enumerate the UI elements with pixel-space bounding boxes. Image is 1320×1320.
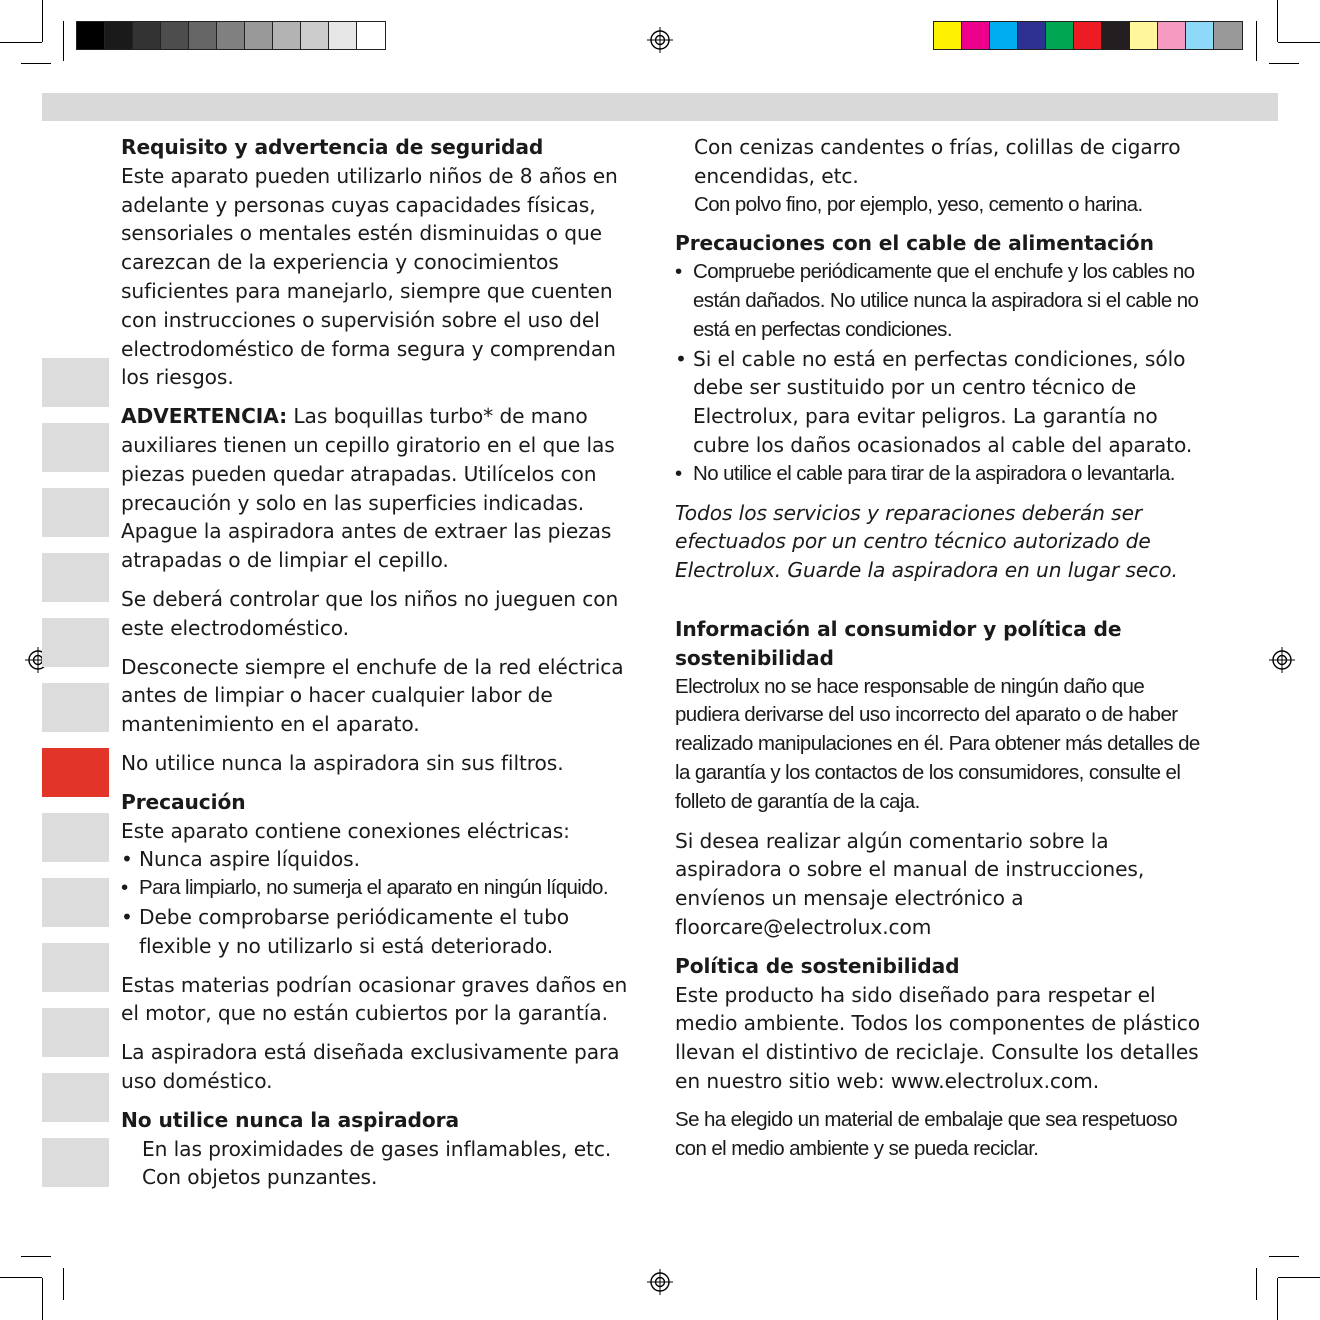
crop-mark-top-left-v bbox=[42, 0, 43, 42]
cable-item: • Compruebe periódicamente que el enchufe y los cables no están dañados. No utilice nunca la aspiradora si el cable no está en perfectas condiciones. bbox=[675, 258, 1203, 344]
caution-item: • Debe comprobarse periódicamente el tubo flexible y no utilizarlo si está deteriorado. bbox=[121, 903, 641, 961]
caution-item: • Nunca aspire líquidos. bbox=[121, 845, 641, 874]
spacer bbox=[675, 595, 1203, 615]
header-bar bbox=[42, 93, 1278, 121]
unplug-paragraph: Desconecte siempre el enchufe de la red eléctrica antes de limpiar o hacer cualquier labor de mantenimiento en el aparato. bbox=[121, 654, 624, 737]
never-use-item: Con polvo fino, por ejemplo, yeso, cemento o harina. bbox=[694, 192, 1143, 216]
crop-mark-top-right-v2 bbox=[1256, 21, 1257, 61]
language-tab-9 bbox=[42, 878, 109, 927]
safety-requirements-body: Este aparato pueden utilizarlo niños de 8 años en adelante y personas cuyas capacidades físicas, sensoriales o mentales estén disminuidas o que carezcan de la experiencia y conocimientos suficientes para manejarlo, siempre que cuenten con instrucciones o supervisión sobre el uso del electrodoméstico de forma segura y comprendan los riesgos. bbox=[121, 163, 618, 390]
language-tab-11 bbox=[42, 1008, 109, 1057]
caution-list bbox=[121, 845, 641, 960]
never-use-heading: No utilice nunca la aspiradora bbox=[121, 1107, 460, 1132]
never-use-item: En las proximidades de gases inflamables, etc. bbox=[142, 1136, 612, 1161]
warning-body: Las boquillas turbo* de mano auxiliares tienen un cepillo giratorio en el que las piezas pueden quedar atrapadas. Utilícelos con precaución y solo en las superficies indicadas. Apague la aspiradora antes de extraer las piezas atrapadas o de limpiar el cepillo. bbox=[121, 404, 615, 573]
crop-mark-bottom-left-v2 bbox=[63, 1268, 64, 1300]
grayscale-swatch bbox=[189, 22, 217, 49]
grayscale-swatch bbox=[217, 22, 245, 49]
crop-mark-top-left-h bbox=[0, 42, 42, 43]
children-supervision-paragraph: Se deberá controlar que los niños no jueguen con este electrodoméstico. bbox=[121, 586, 619, 640]
language-tab-6 bbox=[42, 683, 109, 732]
grayscale-swatch bbox=[357, 22, 385, 49]
process-color-swatch bbox=[990, 22, 1018, 49]
crop-mark-top-left-h2 bbox=[21, 63, 51, 64]
crop-mark-bottom-left-h bbox=[0, 1277, 42, 1278]
filters-paragraph: No utilice nunca la aspiradora sin sus filtros. bbox=[121, 750, 564, 775]
process-color-swatch-bar bbox=[933, 21, 1243, 50]
crop-mark-top-right-v bbox=[1277, 0, 1278, 42]
crop-mark-top-right-h bbox=[1278, 42, 1320, 43]
registration-mark-right bbox=[1269, 647, 1295, 673]
language-tab-12 bbox=[42, 1073, 109, 1122]
crop-mark-bottom-right-h2 bbox=[1269, 1256, 1299, 1257]
language-tab-4 bbox=[42, 553, 109, 602]
packaging-paragraph: Se ha elegido un material de embalaje que sea respetuoso con el medio ambiente y se pueda reciclar. bbox=[675, 1107, 1178, 1160]
damage-paragraph: Estas materias podrían ocasionar graves daños en el motor, que no están cubiertos por la garantía. bbox=[121, 972, 628, 1026]
grayscale-swatch bbox=[105, 22, 133, 49]
language-tab-5 bbox=[42, 618, 109, 667]
sustainability-body: Este producto ha sido diseñado para respetar el medio ambiente. Todos los componentes de plástico llevan el distintivo de reciclaje. Consulte los detalles en nuestro sitio web: www.electrolux.com. bbox=[675, 982, 1200, 1093]
caution-intro: Este aparato contiene conexiones eléctricas: bbox=[121, 818, 570, 843]
language-tab-13 bbox=[42, 1138, 109, 1187]
crop-mark-bottom-right-h bbox=[1278, 1277, 1320, 1278]
grayscale-swatch bbox=[301, 22, 329, 49]
process-color-swatch bbox=[1018, 22, 1046, 49]
process-color-swatch bbox=[1186, 22, 1214, 49]
language-tab-active bbox=[42, 748, 109, 797]
feedback-paragraph: Si desea realizar algún comentario sobre la aspiradora o sobre el manual de instrucciones, envíenos un mensaje electrónico a floorcare@electrolux.com bbox=[675, 828, 1145, 939]
language-tab-8 bbox=[42, 813, 109, 862]
caution-heading: Precaución bbox=[121, 789, 246, 814]
process-color-swatch bbox=[1130, 22, 1158, 49]
never-use-list bbox=[121, 1135, 641, 1193]
language-tab-2 bbox=[42, 423, 109, 472]
grayscale-swatch bbox=[245, 22, 273, 49]
grayscale-swatch bbox=[329, 22, 357, 49]
never-use-item: Con objetos punzantes. bbox=[142, 1165, 378, 1190]
registration-mark-bottom bbox=[647, 1269, 673, 1295]
crop-mark-bottom-left-v bbox=[42, 1278, 43, 1320]
right-column bbox=[675, 133, 1203, 1173]
crop-mark-top-left-v2 bbox=[63, 21, 64, 61]
warning-paragraph bbox=[121, 402, 641, 575]
language-tab-10 bbox=[42, 943, 109, 992]
process-color-swatch bbox=[962, 22, 990, 49]
sustainability-heading: Política de sostenibilidad bbox=[675, 953, 960, 978]
language-tab-3 bbox=[42, 488, 109, 537]
domestic-use-paragraph: La aspiradora está diseñada exclusivamente para uso doméstico. bbox=[121, 1040, 620, 1093]
cable-precautions-heading: Precauciones con el cable de alimentación bbox=[675, 231, 1154, 256]
language-tab-1 bbox=[42, 358, 109, 407]
left-column bbox=[121, 133, 641, 1202]
process-color-swatch bbox=[1102, 22, 1130, 49]
grayscale-swatch bbox=[77, 22, 105, 49]
grayscale-swatch bbox=[133, 22, 161, 49]
process-color-swatch bbox=[1046, 22, 1074, 49]
registration-mark-top bbox=[647, 27, 673, 53]
crop-mark-bottom-right-v2 bbox=[1256, 1268, 1257, 1300]
process-color-swatch bbox=[1074, 22, 1102, 49]
cable-item: • No utilice el cable para tirar de la aspiradora o levantarla. bbox=[675, 460, 1203, 489]
safety-requirements-heading: Requisito y advertencia de seguridad bbox=[121, 135, 544, 159]
grayscale-swatch-bar bbox=[76, 21, 386, 50]
cable-precautions-list bbox=[675, 258, 1203, 488]
service-note: Todos los servicios y reparaciones deberán ser efectuados por un centro técnico autorizado de Electrolux. Guarde la aspiradora en un lugar seco. bbox=[675, 500, 1178, 583]
process-color-swatch bbox=[1214, 22, 1242, 49]
grayscale-swatch bbox=[161, 22, 189, 49]
grayscale-swatch bbox=[273, 22, 301, 49]
never-use-list-continued bbox=[675, 133, 1203, 219]
warning-label: ADVERTENCIA: bbox=[121, 404, 288, 429]
consumer-info-heading: Información al consumidor y política de sostenibilidad bbox=[675, 616, 1122, 670]
process-color-swatch bbox=[1158, 22, 1186, 49]
never-use-item: Con cenizas candentes o frías, colillas de cigarro encendidas, etc. bbox=[694, 135, 1181, 188]
crop-mark-top-right-h2 bbox=[1269, 63, 1299, 64]
cable-item: • Si el cable no está en perfectas condiciones, sólo debe ser sustituido por un centro técnico de Electrolux, para evitar peligros. La garantía no cubre los daños ocasionados al cable del aparato. bbox=[675, 345, 1203, 460]
consumer-info-body: Electrolux no se hace responsable de ningún daño que pudiera derivarse del uso incorrecto del aparato o de haber realizado manipulaciones en él. Para obtener más detalles de la garantía y los contactos de los consumidores, consulte el folleto de garantía de la caja. bbox=[675, 674, 1200, 813]
crop-mark-bottom-right-v bbox=[1277, 1278, 1278, 1320]
process-color-swatch bbox=[934, 22, 962, 49]
crop-mark-bottom-left-h2 bbox=[21, 1256, 51, 1257]
caution-item: • Para limpiarlo, no sumerja el aparato en ningún líquido. bbox=[121, 874, 641, 903]
